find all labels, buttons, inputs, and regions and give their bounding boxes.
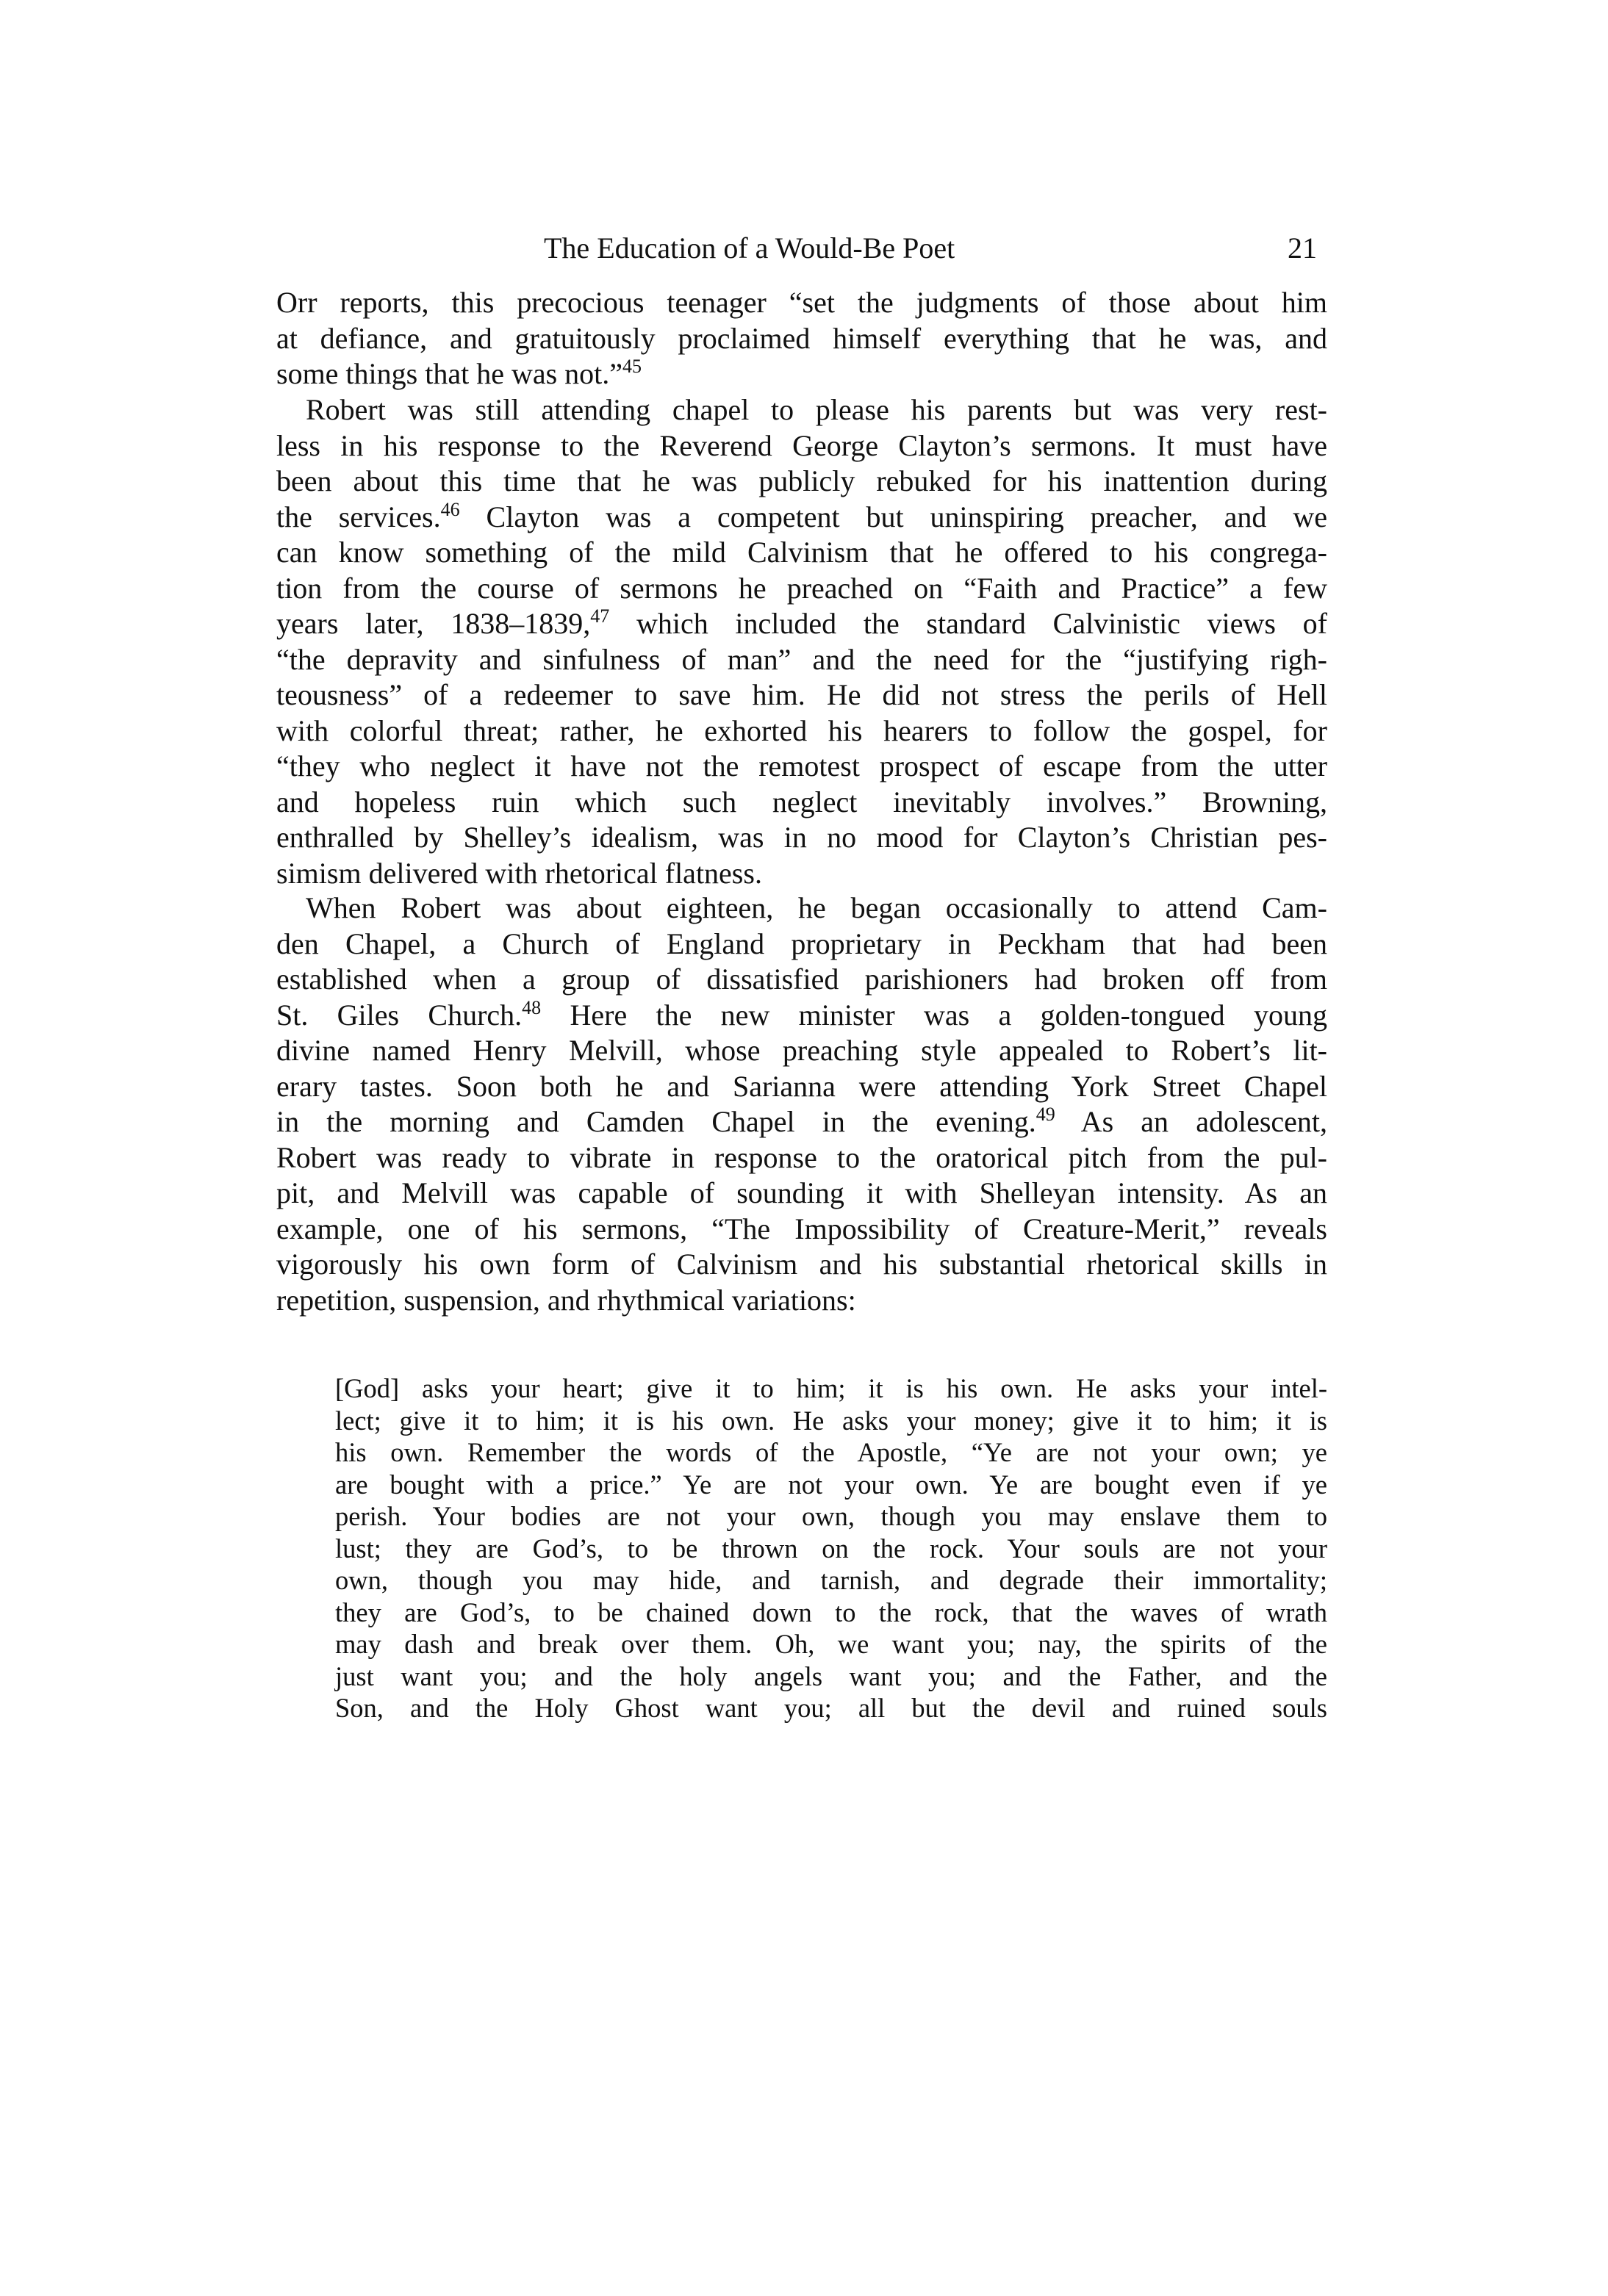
text-line: Robert was ready to vibrate in response to the oratorical pitch from the pul-	[276, 1140, 1327, 1174]
text-line	[276, 606, 1327, 642]
text-span: the services.	[276, 500, 441, 533]
text-line	[276, 998, 1327, 1034]
quote-line: just want you; and the holy angels want you; and the Father, and the	[335, 1660, 1327, 1691]
text-line: vigorously his own form of Calvinism and his substantial rhetorical skills in	[276, 1248, 1327, 1281]
text-line	[276, 356, 1327, 392]
text-line: Robert was still attending chapel to please his parents but was very rest-	[306, 393, 1327, 426]
text-line: and hopeless ruin which such neglect inevitably involves.” Browning,	[276, 785, 1327, 818]
text-span: which included the standard Calvinistic views of	[609, 607, 1327, 640]
text-line	[276, 500, 1327, 536]
text-line: been about this time that he was publicly rebuked for his inattention during	[276, 464, 1327, 497]
footnote-marker: 49	[1035, 1104, 1055, 1125]
text-line: enthralled by Shelley’s idealism, was in no mood for Clayton’s Christian pes-	[276, 821, 1327, 854]
text-line: den Chapel, a Church of England proprietary in Peckham that had been	[276, 926, 1327, 960]
quote-line: [God] asks your heart; give it to him; it is his own. He asks your intel-	[335, 1373, 1327, 1403]
text-span: years later, 1838–1839,	[276, 607, 591, 640]
text-line: “the depravity and sinfulness of man” and the need for the “justifying righ-	[276, 642, 1327, 676]
quote-line: lust; they are God’s, to be thrown on the rock. Your souls are not your	[335, 1533, 1327, 1563]
text-line: erary tastes. Soon both he and Sarianna were attending York Street Chapel	[276, 1069, 1327, 1103]
text-line: less in his response to the Reverend George Clayton’s sermons. It must have	[276, 428, 1327, 462]
paragraph-2	[276, 392, 1327, 891]
footnote-marker: 48	[522, 996, 542, 1018]
text-line: divine named Henry Melvill, whose preaching style appealed to Robert’s lit-	[276, 1034, 1327, 1067]
text-span: in the morning and Camden Chapel in the evening.	[276, 1105, 1036, 1138]
quote-line: perish. Your bodies are not your own, though you may enslave them to	[335, 1501, 1327, 1531]
text-line: Orr reports, this precocious teenager “set the judgments of those about him	[276, 286, 1327, 319]
text-line	[276, 1104, 1327, 1140]
text-line: “they who neglect it have not the remotest prospect of escape from the utter	[276, 749, 1327, 782]
text-span: St. Giles Church.	[276, 998, 523, 1032]
block-quote	[335, 1372, 1327, 1724]
text-line: repetition, suspension, and rhythmical variations:	[276, 1283, 856, 1317]
text-line: established when a group of dissatisfied parishioners had broken off from	[276, 962, 1327, 996]
quote-line: Son, and the Holy Ghost want you; all but the devil and ruined souls	[335, 1693, 1327, 1723]
text-line: example, one of his sermons, “The Impossibility of Creature-Merit,” reveals	[276, 1212, 1327, 1245]
text-line: can know something of the mild Calvinism that he offered to his congrega-	[276, 536, 1327, 569]
text-span: Here the new minister was a golden-tongued young	[541, 998, 1327, 1032]
quote-line: his own. Remember the words of the Apostle, “Ye are not your own; ye	[335, 1437, 1327, 1467]
text-span: As an adolescent,	[1055, 1105, 1328, 1138]
quote-line: may dash and break over them. Oh, we want you; nay, the spirits of the	[335, 1629, 1327, 1659]
text-span: some things that he was not.”	[276, 357, 623, 390]
text-line: teousness” of a redeemer to save him. He did not stress the perils of Hell	[276, 678, 1327, 711]
paragraph-3	[276, 890, 1327, 1318]
text-line: pit, and Melvill was capable of sounding it with Shelleyan intensity. As an	[276, 1176, 1327, 1209]
running-head-title: The Education of a Would-Be Poet	[544, 231, 955, 264]
footnote-marker: 47	[590, 605, 610, 627]
paragraph-1	[276, 285, 1327, 392]
text-line: When Robert was about eighteen, he began occasionally to attend Cam-	[306, 891, 1327, 924]
text-span: Clayton was a competent but uninspiring preacher, and we	[459, 500, 1327, 533]
quote-line: lect; give it to him; it is his own. He asks your money; give it to him; it is	[335, 1405, 1327, 1436]
footnote-marker: 46	[440, 498, 460, 520]
footnote-marker: 45	[622, 356, 642, 377]
quote-line: are bought with a price.” Ye are not your own. Ye are bought even if ye	[335, 1469, 1327, 1500]
text-line: at defiance, and gratuitously proclaimed himself everything that he was, and	[276, 321, 1327, 355]
quote-line: own, though you may hide, and tarnish, and degrade their immortality;	[335, 1565, 1327, 1595]
quote-line: they are God’s, to be chained down to the rock, that the waves of wrath	[335, 1597, 1327, 1627]
page-number: 21	[1288, 231, 1317, 264]
text-line: tion from the course of sermons he preached on “Faith and Practice” a few	[276, 571, 1327, 605]
text-line: with colorful threat; rather, he exhorted his hearers to follow the gospel, for	[276, 713, 1327, 747]
text-line: simism delivered with rhetorical flatness.	[276, 856, 762, 890]
